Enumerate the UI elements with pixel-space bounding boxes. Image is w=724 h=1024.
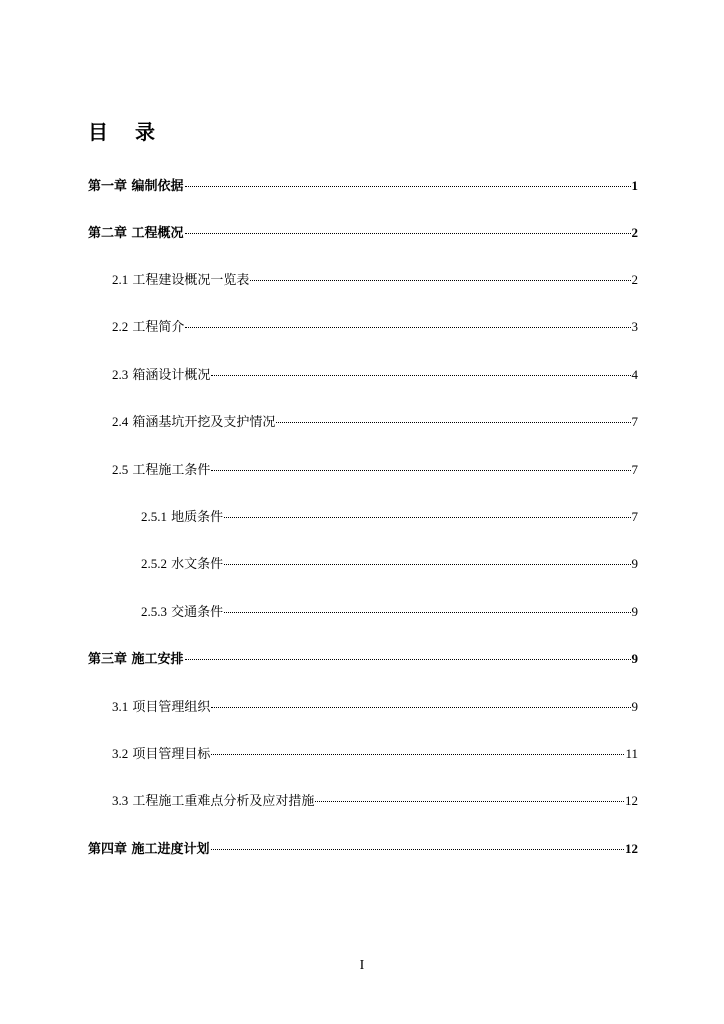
toc-page-number: 11 [625, 746, 638, 761]
toc-entry-chapter-3[interactable] [88, 650, 638, 669]
dot-leader [211, 375, 630, 376]
dot-leader [211, 707, 630, 708]
toc-entry-2-1[interactable] [112, 271, 638, 290]
dot-leader [211, 849, 624, 850]
toc-entry-label: 2.5.1 地质条件 [141, 509, 224, 525]
toc-page-number: 7 [631, 509, 638, 524]
toc-entry-label: 2.5.2 水文条件 [141, 556, 224, 572]
toc-entry-3-3[interactable] [112, 792, 638, 811]
dot-leader [185, 186, 631, 187]
toc-entry-label: 3.2 项目管理目标 [112, 746, 211, 762]
toc-entry-label: 2.5.3 交通条件 [141, 604, 224, 620]
toc-entry-3-2[interactable] [112, 745, 638, 764]
toc-page-number: 7 [631, 414, 638, 429]
toc-entry-3-1[interactable] [112, 698, 638, 717]
toc-entry-2-2[interactable] [112, 318, 638, 337]
dot-leader [224, 564, 630, 565]
dot-leader [250, 280, 630, 281]
toc-page-number: 9 [631, 604, 638, 619]
toc-page-number: 12 [625, 793, 638, 808]
toc-page-number: 3 [631, 319, 638, 334]
toc-entry-label: 2.2 工程简介 [112, 319, 185, 335]
toc-entry-label: 3.1 项目管理组织 [112, 699, 211, 715]
toc-entry-2-5-1[interactable] [141, 508, 638, 527]
toc-entry-2-3[interactable] [112, 366, 638, 385]
toc-page-number: 9 [631, 556, 638, 571]
toc-entry-label: 第三章 施工安排 [88, 652, 184, 667]
toc-page-number: 2 [631, 272, 638, 287]
toc-entry-label: 第一章 编制依据 [88, 179, 184, 194]
dot-leader [185, 659, 631, 660]
toc-entry-label: 第二章 工程概况 [88, 226, 184, 241]
dot-leader [224, 612, 630, 613]
toc-page-number: 9 [631, 651, 638, 666]
dot-leader [211, 470, 630, 471]
toc-entry-2-5-2[interactable] [141, 555, 638, 574]
toc-title: 目 录 [88, 120, 165, 144]
toc-page-number: 7 [631, 462, 638, 477]
dot-leader [276, 422, 630, 423]
toc-page-number: 9 [631, 699, 638, 714]
toc-entry-label: 第四章 施工进度计划 [88, 842, 210, 857]
dot-leader [315, 801, 624, 802]
dot-leader [185, 233, 631, 234]
toc-entry-label: 2.5 工程施工条件 [112, 462, 211, 478]
toc-entry-chapter-4[interactable] [88, 840, 638, 859]
dot-leader [185, 327, 630, 328]
toc-page-number: 12 [625, 841, 638, 856]
toc-entry-chapter-2[interactable] [88, 224, 638, 243]
toc-entry-2-5-3[interactable] [141, 603, 638, 622]
toc-entry-2-5[interactable] [112, 461, 638, 480]
toc-entry-label: 2.1 工程建设概况一览表 [112, 272, 250, 288]
dot-leader [224, 517, 630, 518]
dot-leader [211, 754, 624, 755]
toc-entry-label: 2.3 箱涵设计概况 [112, 367, 211, 383]
toc-entry-label: 3.3 工程施工重难点分析及应对措施 [112, 793, 315, 809]
footer-page-number: I [359, 958, 365, 973]
toc-page-number: 4 [631, 367, 638, 382]
toc-entry-chapter-1[interactable] [88, 177, 638, 196]
toc-entry-2-4[interactable] [112, 413, 638, 432]
toc-page-number: 2 [631, 225, 638, 240]
toc-page-number: 1 [631, 178, 638, 193]
toc-entry-label: 2.4 箱涵基坑开挖及支护情况 [112, 414, 276, 430]
